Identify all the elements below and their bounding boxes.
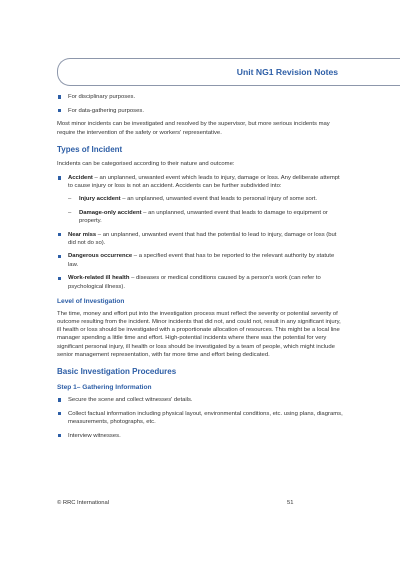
- term-dangerous-occurrence: Dangerous occurrence: [68, 253, 133, 260]
- step1-heading: Step 1– Gathering Information: [57, 383, 152, 391]
- definition-text: – diseases or medical conditions caused by a person's work (can refer to psychological illness).: [68, 275, 321, 290]
- term-work-related-ill-health: Work-related ill health: [68, 275, 130, 282]
- header-tab: [57, 58, 400, 86]
- page-content: [57, 93, 344, 445]
- types-intro: Incidents can be categorised according to their nature and outcome:: [57, 160, 235, 167]
- list-item: For disciplinary purposes.: [57, 93, 344, 101]
- footer-copyright: © RRC International: [57, 500, 109, 506]
- term-accident: Accident: [68, 175, 93, 182]
- list-item: Collect factual information including physical layout, environmental conditions, etc. using plans, diagrams, measurements, photographs, etc.: [57, 410, 344, 426]
- intro-bullet-list: [57, 93, 344, 115]
- accident-sub-list: [68, 195, 344, 225]
- procedures-heading: Basic Investigation Procedures: [57, 366, 177, 376]
- definition-text: – an unplanned, unwanted event which leads to injury, damage or loss. Any deliberate attempt to cause injury or loss is not an accident. Accidents can be further subdivided into:: [68, 175, 340, 190]
- types-list: [57, 174, 344, 291]
- intro-paragraph: Most minor incidents can be investigated and resolved by the supervisor, but more serious incidents may require the intervention of the safety or workers' representative.: [57, 121, 330, 136]
- list-item: Secure the scene and collect witnesses' details.: [57, 396, 344, 404]
- definition-text: – a specified event that has to be reported to the relevant authority by statute law.: [68, 253, 335, 268]
- list-item: [68, 195, 344, 203]
- list-item: Interview witnesses.: [57, 432, 344, 440]
- term-damage-only-accident: Damage-only accident: [79, 209, 142, 216]
- list-item: [57, 252, 344, 268]
- footer-page-number: 51: [287, 500, 294, 506]
- step1-bullet-list: [57, 396, 344, 440]
- types-heading: Types of Incident: [57, 144, 123, 154]
- level-paragraph: The time, money and effort put into the investigation process must reflect the severity or potential severity of outcome resulting from the incident. Minor incidents that did not, and could not, result in any significant injury, ill health or loss should be investigated with a proportionate allocation of resources. This might be a local line manager spending a little time and effort. High-potential incidents where there was the potential for very significant personal injury, ill health or loss should be investigated by a team of people, which might include senior management representation, with far more time and effort being dedicated.: [57, 310, 341, 358]
- definition-text: – an unplanned, unwanted event that had the potential to lead to injury, damage or loss (but did not do so).: [68, 231, 337, 246]
- definition-text: – an unplanned, unwanted event that leads to personal injury of some sort.: [120, 196, 318, 203]
- term-injury-accident: Injury accident: [79, 196, 121, 203]
- level-heading: Level of Investigation: [57, 297, 125, 305]
- list-item: [68, 209, 344, 225]
- list-item: [57, 274, 344, 290]
- list-item: For data-gathering purposes.: [57, 107, 344, 115]
- list-item: [57, 174, 344, 225]
- list-item: [57, 231, 344, 247]
- page-header-title: Unit NG1 Revision Notes: [236, 67, 338, 77]
- definition-text: – an unplanned, unwanted event that leads to damage to equipment or property.: [79, 209, 328, 224]
- term-near-miss: Near miss: [68, 231, 97, 238]
